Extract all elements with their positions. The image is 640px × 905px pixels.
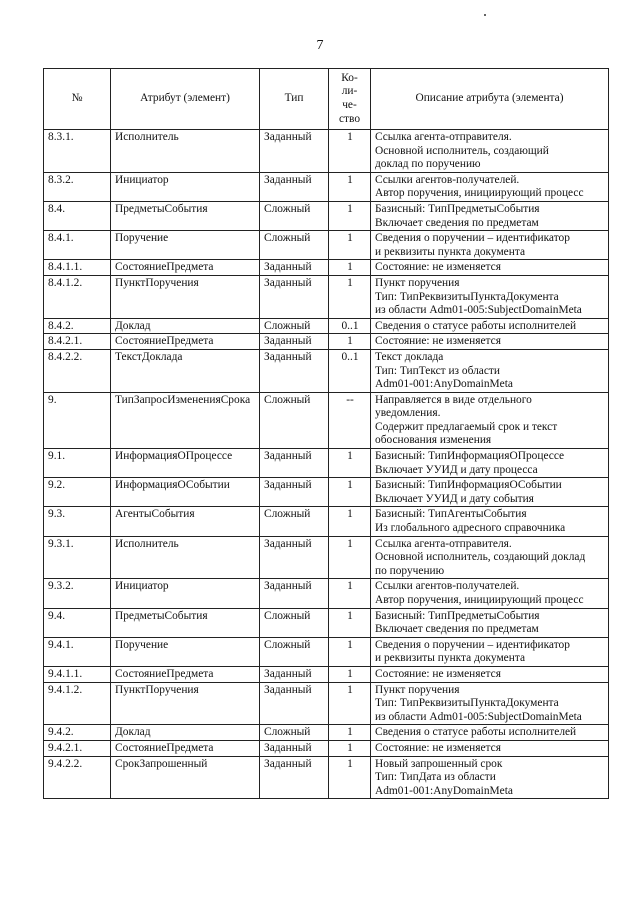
description-line: и реквизиты пункта документа <box>375 652 526 665</box>
attribute-description <box>371 201 609 230</box>
attribute-description <box>371 756 609 799</box>
attribute-type: Сложный <box>260 392 329 448</box>
attribute-description <box>371 318 609 334</box>
attribute-description <box>371 666 609 682</box>
description-line: из области Adm01-005:SubjectDomainMeta <box>375 710 582 723</box>
row-number: 9.3.2. <box>44 579 111 608</box>
attribute-type: Сложный <box>260 318 329 334</box>
attribute-type: Заданный <box>260 682 329 725</box>
description-line: Включает УУИД и дату процесса <box>375 463 538 476</box>
attribute-quantity: 1 <box>329 682 371 725</box>
description-line: Ссылки агентов-получателей. <box>375 173 520 186</box>
attribute-quantity: 1 <box>329 130 371 173</box>
attribute-type: Заданный <box>260 172 329 201</box>
description-line: Тип: ТипРеквизитыПунктаДокумента <box>375 290 559 303</box>
attribute-quantity: 0..1 <box>329 349 371 392</box>
row-number: 9.4.2. <box>44 725 111 741</box>
header-quantity <box>329 69 371 130</box>
attribute-type: Сложный <box>260 725 329 741</box>
attribute-type: Заданный <box>260 579 329 608</box>
row-number: 8.4.2.2. <box>44 349 111 392</box>
header-quantity-line: ство <box>338 112 361 125</box>
description-line: Adm01-001:AnyDomainMeta <box>375 784 513 797</box>
description-line: Сведения о статусе работы исполнителей <box>375 726 577 739</box>
attribute-description <box>371 392 609 448</box>
description-line: Ссылка агента-отправителя. <box>375 131 512 143</box>
table-row <box>44 682 609 725</box>
row-number: 9.4. <box>44 608 111 637</box>
attribute-name: Инициатор <box>111 172 260 201</box>
attribute-description <box>371 536 609 579</box>
description-line: по поручению <box>375 564 445 577</box>
attribute-name: Инициатор <box>111 579 260 608</box>
attribute-type: Заданный <box>260 349 329 392</box>
row-number: 9. <box>44 392 111 448</box>
attribute-quantity: 1 <box>329 201 371 230</box>
attribute-quantity: 0..1 <box>329 318 371 334</box>
table-row <box>44 275 609 318</box>
attribute-description <box>371 608 609 637</box>
attribute-quantity: 1 <box>329 231 371 260</box>
table-row <box>44 318 609 334</box>
attribute-description <box>371 507 609 536</box>
attribute-type: Заданный <box>260 449 329 478</box>
attribute-quantity: 1 <box>329 172 371 201</box>
description-line: Тип: ТипРеквизитыПунктаДокумента <box>375 697 559 710</box>
attribute-type: Заданный <box>260 666 329 682</box>
attribute-quantity: 1 <box>329 507 371 536</box>
description-line: Включает сведения по предметам <box>375 216 539 229</box>
attribute-quantity: 1 <box>329 260 371 276</box>
attribute-description <box>371 172 609 201</box>
description-line: Автор поручения, инициирующий процесс <box>375 594 584 606</box>
table-row <box>44 172 609 201</box>
description-line: Тип: ТипТекст из области <box>375 364 500 377</box>
description-line: Пункт поручения <box>375 683 460 696</box>
attribute-type: Сложный <box>260 608 329 637</box>
header-quantity-line: ли- <box>341 85 358 98</box>
table-row <box>44 201 609 230</box>
table-row <box>44 260 609 276</box>
attribute-quantity: 1 <box>329 725 371 741</box>
attribute-description <box>371 449 609 478</box>
description-line: Базисный: ТипПредметыСобытия <box>375 202 540 215</box>
attribute-name: ТекстДоклада <box>111 349 260 392</box>
description-line: Текст доклада <box>375 350 444 363</box>
attribute-quantity: -- <box>329 392 371 448</box>
table-row <box>44 725 609 741</box>
row-number: 8.4.2. <box>44 318 111 334</box>
attribute-name: ТипЗапросИзмененияСрока <box>111 392 260 448</box>
description-line: Направляется в виде отдельного <box>375 393 532 406</box>
table-row <box>44 478 609 507</box>
row-number: 8.3.1. <box>44 130 111 173</box>
description-line: и реквизиты пункта документа <box>375 245 526 258</box>
row-number: 9.4.2.1. <box>44 740 111 756</box>
attribute-table <box>43 68 609 799</box>
description-line: Пункт поручения <box>375 276 460 289</box>
table-row <box>44 349 609 392</box>
description-line: Включает сведения по предметам <box>375 623 539 636</box>
description-line: Состояние: не изменяется <box>375 261 501 274</box>
attribute-description <box>371 275 609 318</box>
row-number: 9.4.1.2. <box>44 682 111 725</box>
row-number: 8.4. <box>44 201 111 230</box>
table-row <box>44 536 609 579</box>
attribute-quantity: 1 <box>329 637 371 666</box>
description-line: уведомления. <box>375 407 441 420</box>
table-row <box>44 231 609 260</box>
table-body <box>44 130 609 799</box>
attribute-name: ПредметыСобытия <box>111 608 260 637</box>
attribute-description <box>371 682 609 725</box>
attribute-description <box>371 478 609 507</box>
attribute-description <box>371 725 609 741</box>
description-line: обоснования изменения <box>375 434 492 447</box>
attribute-name: Доклад <box>111 725 260 741</box>
table-row <box>44 392 609 448</box>
description-line: доклад по поручению <box>375 158 481 171</box>
row-number: 9.1. <box>44 449 111 478</box>
attribute-name: АгентыСобытия <box>111 507 260 536</box>
attribute-type: Сложный <box>260 637 329 666</box>
row-number: 9.4.1. <box>44 637 111 666</box>
row-number: 8.3.2. <box>44 172 111 201</box>
attribute-type: Заданный <box>260 275 329 318</box>
header-type: Тип <box>260 69 329 130</box>
attribute-type: Заданный <box>260 740 329 756</box>
description-line: Основной исполнитель, создающий <box>375 144 549 157</box>
header-attribute: Атрибут (элемент) <box>111 69 260 130</box>
row-number: 8.4.1.1. <box>44 260 111 276</box>
description-line: Базисный: ТипПредметыСобытия <box>375 609 540 622</box>
attribute-name: СрокЗапрошенный <box>111 756 260 799</box>
description-line: Сведения о поручении – идентификатор <box>375 232 570 245</box>
description-line: Сведения о поручении – идентификатор <box>375 638 570 651</box>
table-row <box>44 666 609 682</box>
attribute-quantity: 1 <box>329 536 371 579</box>
attribute-name: ПредметыСобытия <box>111 201 260 230</box>
attribute-description <box>371 130 609 173</box>
attribute-quantity: 1 <box>329 478 371 507</box>
attribute-name: Поручение <box>111 231 260 260</box>
attribute-quantity: 1 <box>329 579 371 608</box>
attribute-quantity: 1 <box>329 740 371 756</box>
description-line: Состояние: не изменяется <box>375 335 501 348</box>
attribute-quantity: 1 <box>329 275 371 318</box>
attribute-quantity: 1 <box>329 756 371 799</box>
description-line: Сведения о статусе работы исполнителей <box>375 319 577 332</box>
table-row <box>44 740 609 756</box>
description-line: Содержит предлагаемый срок и текст <box>375 420 558 433</box>
attribute-name: СостояниеПредмета <box>111 260 260 276</box>
description-line: Тип: ТипДата из области <box>375 771 496 784</box>
description-line: Базисный: ТипИнформацияОСобытии <box>375 479 562 492</box>
table-row <box>44 608 609 637</box>
attribute-type: Сложный <box>260 507 329 536</box>
attribute-name: ПунктПоручения <box>111 275 260 318</box>
description-line: Adm01-001:AnyDomainMeta <box>375 378 513 391</box>
attribute-name: Исполнитель <box>111 130 260 173</box>
attribute-quantity: 1 <box>329 608 371 637</box>
table-row <box>44 130 609 173</box>
attribute-type: Заданный <box>260 130 329 173</box>
attribute-description <box>371 334 609 350</box>
attribute-type: Сложный <box>260 201 329 230</box>
attribute-quantity: 1 <box>329 666 371 682</box>
table-row <box>44 637 609 666</box>
attribute-name: СостояниеПредмета <box>111 666 260 682</box>
description-line: Включает УУИД и дату события <box>375 492 534 505</box>
description-line: Базисный: ТипАгентыСобытия <box>375 508 527 521</box>
description-line: Ссылка агента-отправителя. <box>375 537 512 550</box>
row-number: 9.2. <box>44 478 111 507</box>
attribute-type: Заданный <box>260 478 329 507</box>
row-number: 8.4.2.1. <box>44 334 111 350</box>
description-line: Ссылки агентов-получателей. <box>375 580 520 593</box>
table-row <box>44 449 609 478</box>
description-line: Базисный: ТипИнформацияОПроцессе <box>375 450 565 463</box>
table-row <box>44 579 609 608</box>
description-line: Новый запрошенный срок <box>375 757 503 770</box>
header-quantity-line: че- <box>342 99 357 111</box>
page-number: 7 <box>316 38 324 53</box>
description-line: Из глобального адресного справочника <box>375 522 566 535</box>
row-number: 9.4.2.2. <box>44 756 111 799</box>
attribute-name: ИнформацияОСобытии <box>111 478 260 507</box>
attribute-description <box>371 637 609 666</box>
row-number: 9.3.1. <box>44 536 111 579</box>
description-line: Основной исполнитель, создающий доклад <box>375 551 586 564</box>
attribute-type: Заданный <box>260 334 329 350</box>
description-line: из области Adm01-005:SubjectDomainMeta <box>375 304 582 317</box>
header-quantity-line: Ко- <box>341 71 358 84</box>
attribute-quantity: 1 <box>329 449 371 478</box>
attribute-description <box>371 260 609 276</box>
attribute-name: Доклад <box>111 318 260 334</box>
description-line: Состояние: не изменяется <box>375 667 501 680</box>
attribute-name: ИнформацияОПроцессе <box>111 449 260 478</box>
table-row <box>44 756 609 799</box>
row-number: 8.4.1. <box>44 231 111 260</box>
row-number: 8.4.1.2. <box>44 275 111 318</box>
attribute-name: Исполнитель <box>111 536 260 579</box>
description-line: Состояние: не изменяется <box>375 741 501 754</box>
scan-speck <box>484 14 486 16</box>
attribute-name: СостояниеПредмета <box>111 740 260 756</box>
table-row <box>44 507 609 536</box>
attribute-description <box>371 579 609 608</box>
description-line: Автор поручения, инициирующий процесс <box>375 187 584 200</box>
attribute-type: Сложный <box>260 231 329 260</box>
row-number: 9.3. <box>44 507 111 536</box>
table-row <box>44 334 609 350</box>
attribute-quantity: 1 <box>329 334 371 350</box>
attribute-type: Заданный <box>260 260 329 276</box>
header-num: № <box>44 69 111 130</box>
attribute-type: Заданный <box>260 756 329 799</box>
attribute-type: Заданный <box>260 536 329 579</box>
attribute-description <box>371 740 609 756</box>
attribute-name: ПунктПоручения <box>111 682 260 725</box>
attribute-name: СостояниеПредмета <box>111 334 260 350</box>
row-number: 9.4.1.1. <box>44 666 111 682</box>
header-description: Описание атрибута (элемента) <box>371 69 609 130</box>
attribute-description <box>371 231 609 260</box>
attribute-description <box>371 349 609 392</box>
attribute-name: Поручение <box>111 637 260 666</box>
table-header-row <box>44 69 609 130</box>
